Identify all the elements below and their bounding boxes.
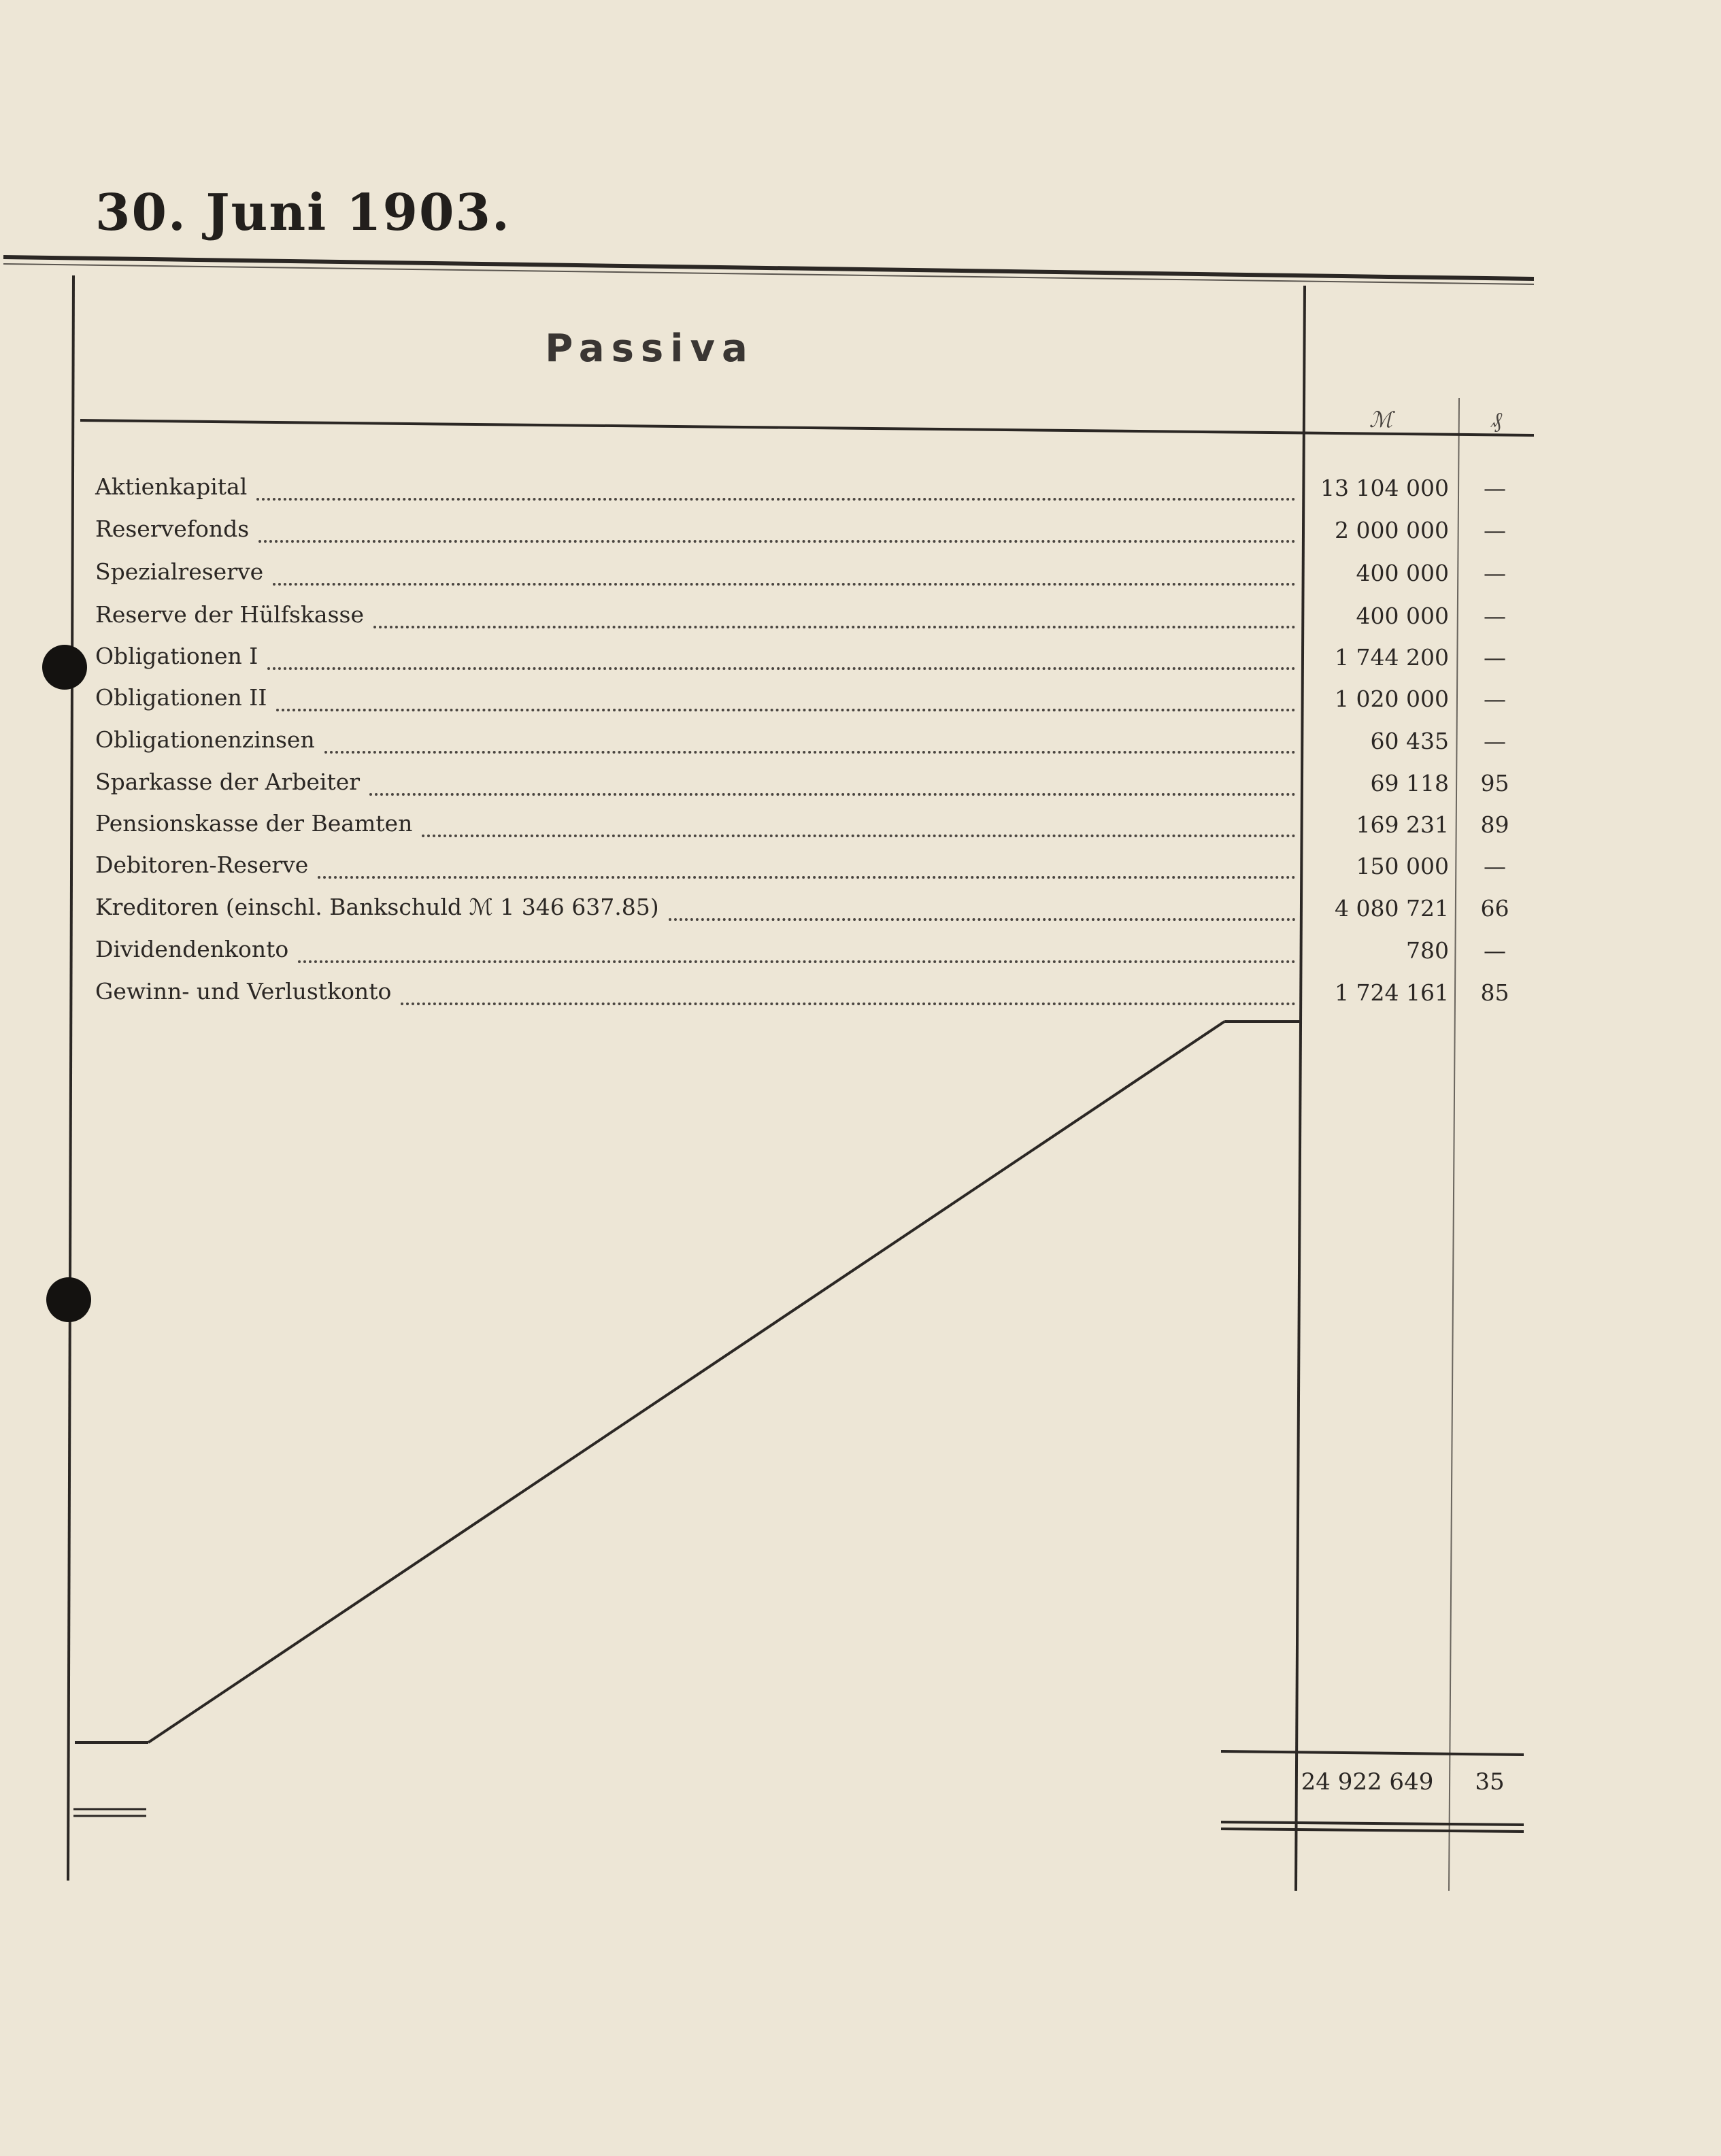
row-pfennig-value: 95	[1480, 770, 1509, 796]
punch-hole-lower	[46, 1277, 91, 1322]
row-pfennig-value: 66	[1480, 895, 1509, 922]
row-label: Debitoren-Reserve	[95, 852, 309, 878]
ledger-row	[0, 596, 1721, 638]
leader-dots	[258, 520, 1296, 543]
row-label: Dividendenkonto	[95, 936, 289, 962]
row-mark-value: 2 000 000	[1335, 517, 1449, 543]
row-label: Reserve der Hülfskasse	[95, 601, 365, 628]
row-mark-value: 1 744 200	[1335, 644, 1449, 671]
row-pfennig-value: —	[1484, 475, 1506, 501]
leader-dots	[298, 940, 1296, 963]
column-header-pfennig: ₰	[1491, 407, 1502, 433]
row-label: Pensionskasse der Beamten	[95, 810, 413, 837]
ledger-row	[0, 930, 1721, 973]
row-label: Obligationen II	[95, 684, 267, 711]
leader-dots	[318, 856, 1296, 879]
row-mark-value: 400 000	[1356, 603, 1449, 629]
leader-dots	[373, 605, 1296, 628]
ledger-row	[0, 846, 1721, 888]
total-pfennig-value: 35	[1475, 1768, 1505, 1796]
column-header-mark: ℳ	[1369, 407, 1393, 433]
leader-dots	[401, 982, 1296, 1005]
row-mark-value: 150 000	[1356, 853, 1449, 879]
row-pfennig-value: —	[1484, 728, 1506, 754]
row-mark-value: 1 724 161	[1335, 979, 1449, 1006]
row-pfennig-value: —	[1484, 644, 1506, 671]
ledger-row	[0, 637, 1721, 679]
row-mark-value: 60 435	[1370, 728, 1449, 754]
row-pfennig-value: —	[1484, 937, 1506, 964]
ledger-row	[0, 468, 1721, 510]
ledger-row	[0, 763, 1721, 805]
ledger-row	[0, 973, 1721, 1015]
ledger-row	[0, 805, 1721, 847]
row-mark-value: 169 231	[1356, 811, 1449, 838]
row-label: Gewinn- und Verlustkonto	[95, 978, 392, 1005]
ledger-row	[0, 510, 1721, 552]
row-pfennig-value: —	[1484, 686, 1506, 712]
row-mark-value: 4 080 721	[1335, 895, 1449, 922]
ledger-row	[0, 553, 1721, 595]
leader-dots	[276, 688, 1296, 711]
row-label: Spezialreserve	[95, 558, 264, 585]
row-label: Sparkasse der Arbeiter	[95, 769, 361, 795]
row-pfennig-value: —	[1484, 603, 1506, 629]
row-pfennig-value: —	[1484, 560, 1506, 586]
leader-dots	[669, 898, 1296, 921]
row-label: Obligationen I	[95, 643, 258, 669]
row-mark-value: 1 020 000	[1335, 686, 1449, 712]
leader-dots	[422, 814, 1296, 837]
row-mark-value: 400 000	[1356, 560, 1449, 586]
row-mark-value: 780	[1406, 937, 1449, 964]
row-mark-value: 13 104 000	[1320, 475, 1449, 501]
row-mark-value: 69 118	[1370, 770, 1449, 796]
row-label: Obligationenzinsen	[95, 726, 315, 753]
row-label: Aktienkapital	[95, 473, 248, 500]
leader-dots	[256, 477, 1296, 501]
row-pfennig-value: 89	[1480, 811, 1509, 838]
row-pfennig-value: 85	[1480, 979, 1509, 1006]
leader-dots	[324, 730, 1296, 754]
row-pfennig-value: —	[1484, 853, 1506, 879]
leader-dots	[267, 647, 1296, 670]
section-title: Passiva	[545, 326, 754, 371]
leader-dots	[273, 562, 1296, 586]
row-label: Reservefonds	[95, 516, 250, 542]
ledger-row	[0, 679, 1721, 721]
row-pfennig-value: —	[1484, 517, 1506, 543]
leader-dots	[369, 773, 1296, 796]
ledger-row	[0, 888, 1721, 930]
total-mark-value: 24 922 649	[1301, 1768, 1434, 1796]
date-heading: 30. Juni 1903.	[95, 184, 511, 242]
row-label: Kreditoren (einschl. Bankschuld ℳ 1 346 637.85)	[95, 894, 659, 920]
ledger-row	[0, 721, 1721, 763]
